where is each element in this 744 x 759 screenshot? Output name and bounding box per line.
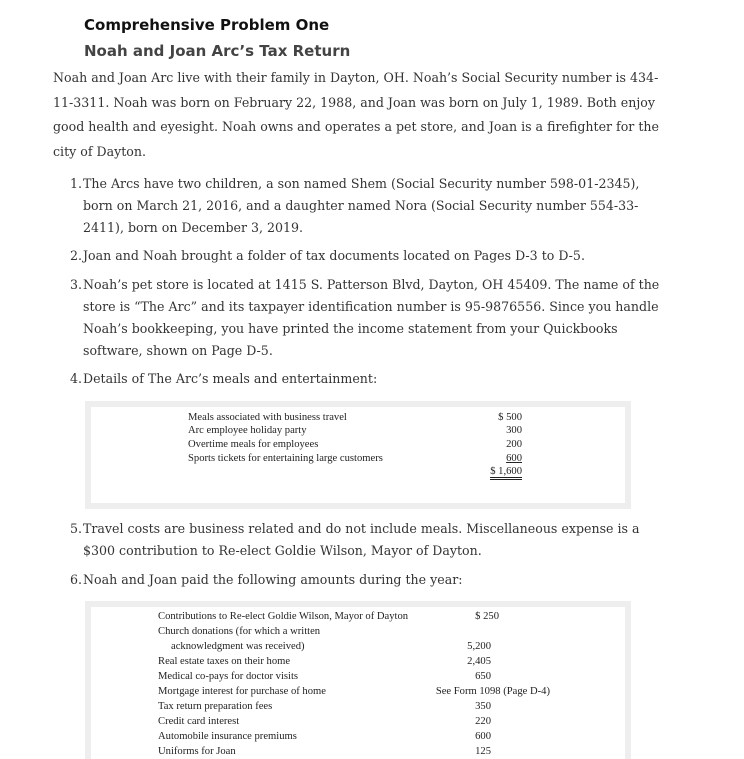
list-item-text: Details of The Arc’s meals and entertainment: xyxy=(83,371,378,386)
payments-row-label: Credit card interest xyxy=(158,716,240,727)
payments-row-label: Tax return preparation fees xyxy=(158,701,273,712)
meals-row-amount: 300 xyxy=(506,425,522,436)
list-item-1 xyxy=(70,173,660,239)
payments-row-label: Church donations (for which a written xyxy=(158,626,321,637)
list-item-number: 6. xyxy=(70,572,83,587)
list-item-2 xyxy=(70,245,660,267)
meals-row-amount: 200 xyxy=(506,439,522,450)
payments-table-inner xyxy=(91,607,625,759)
list-item-text: Joan and Noah brought a folder of tax documents located on Pages D-3 to D-5. xyxy=(83,248,585,263)
payments-table xyxy=(85,601,631,759)
payments-row-amount: 125 xyxy=(475,746,491,757)
payments-row-amount: $ 250 xyxy=(475,611,499,622)
intro-paragraph: Noah and Joan Arc live with their family in Dayton, OH. Noah’s Social Security number is 434-11-3311. Noah was born on February 22, 1988, and Joan was born on July 1, 1989. Both enjoy good health and eyesight. Noah owns and operates a pet store, and Joan is a firefighter for the city of Dayton. xyxy=(53,70,659,159)
meals-table xyxy=(85,401,631,509)
list-item-5 xyxy=(70,518,660,562)
payments-row-amount: 2,405 xyxy=(467,656,491,667)
list-item-6 xyxy=(70,569,660,591)
list-item-number: 4. xyxy=(70,371,83,386)
list-item-text: The Arcs have two children, a son named Shem (Social Security number 598-01-2345), born on March 21, 2016, and a daughter named Nora (Social Security number 554-33-2411), born on December 3, 2019. xyxy=(83,176,640,235)
payments-row-amount: 5,200 xyxy=(467,641,491,652)
meals-row-label: Overtime meals for employees xyxy=(188,439,319,450)
meals-row-label: Sports tickets for entertaining large customers xyxy=(188,453,383,464)
list-item-3 xyxy=(70,274,660,362)
meals-row-label: Arc employee holiday party xyxy=(188,425,307,436)
payments-row-amount: See Form 1098 (Page D-4) xyxy=(435,686,550,697)
list-item-text: Travel costs are business related and do not include meals. Miscellaneous expense is a $300 contribution to Re-elect Goldie Wilson, Mayor of Dayton. xyxy=(83,521,640,558)
payments-row-label: Automobile insurance premiums xyxy=(158,731,297,742)
payments-row-amount: 600 xyxy=(475,731,491,742)
problem-subheading: Noah and Joan Arc’s Tax Return xyxy=(84,42,351,60)
list-item-number: 5. xyxy=(70,521,83,536)
list-item-number: 3. xyxy=(70,277,83,292)
payments-row-label: acknowledgment was received) xyxy=(171,641,305,652)
payments-row-amount: 350 xyxy=(475,701,491,712)
meals-row-amount: $ 500 xyxy=(498,412,522,423)
problem-heading: Comprehensive Problem One xyxy=(84,16,330,34)
payments-row-amount: 650 xyxy=(475,671,491,682)
meals-row-label: Meals associated with business travel xyxy=(188,412,347,423)
list-item-text: Noah and Joan paid the following amounts during the year: xyxy=(83,572,463,587)
payments-row-label: Uniforms for Joan xyxy=(158,746,236,757)
meals-row-amount: 600 xyxy=(506,453,522,464)
payments-row-label: Medical co-pays for doctor visits xyxy=(158,671,299,682)
payments-row-label: Mortgage interest for purchase of home xyxy=(158,686,326,697)
list-item-text: Noah’s pet store is located at 1415 S. Patterson Blvd, Dayton, OH 45409. The name of the store is “The Arc” and its taxpayer identification number is 95-9876556. Since you handle Noah’s bookkeeping, you have printed the income statement from your Quickbooks software, shown on Page D-5. xyxy=(83,277,660,358)
payments-row-label: Real estate taxes on their home xyxy=(158,656,291,667)
meals-total: $ 1,600 xyxy=(490,466,522,480)
payments-row-amount: 220 xyxy=(475,716,491,727)
list-item-4 xyxy=(70,368,660,390)
payments-row-label: Contributions to Re-elect Goldie Wilson, Mayor of Dayton xyxy=(158,611,409,622)
list-item-number: 1. xyxy=(70,176,83,191)
list-item-number: 2. xyxy=(70,248,83,263)
meals-table-inner xyxy=(91,407,625,503)
